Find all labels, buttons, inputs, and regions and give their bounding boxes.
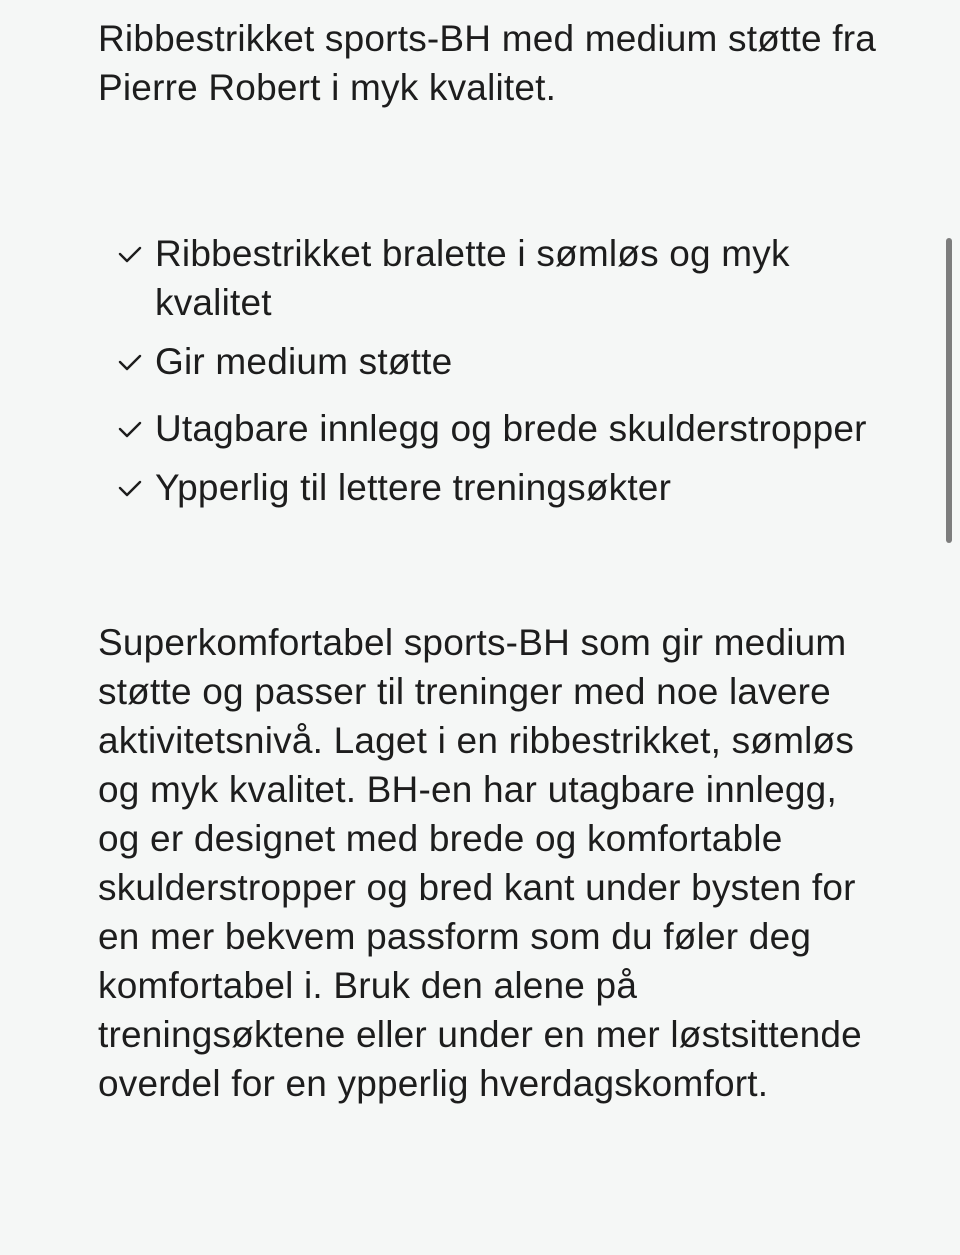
feature-label: Gir medium støtte: [155, 341, 453, 382]
feature-item: [118, 337, 878, 386]
checkmark-icon: [118, 480, 142, 498]
feature-label: Ypperlig til lettere treningsøkter: [155, 467, 672, 508]
checkmark-icon: [118, 421, 142, 439]
feature-item: [118, 463, 878, 512]
product-description: [98, 14, 878, 1108]
description-text: Superkomfortabel sports-BH som gir medium støtte og passer til treninger med noe lavere aktivitetsnivå. Laget i en ribbestrikket, sømløs og myk kvalitet. BH-en har utagbare innlegg, og er designet med brede og komfortable skulderstropper og bred kant under bysten for en mer bekvem passform som du føler deg komfortabel i. Bruk den alene på treningsøktene eller under en mer løstsittende overdel for en ypperlig hverdagskomfort.: [98, 622, 862, 1104]
feature-list: [98, 229, 878, 512]
checkmark-icon: [118, 354, 142, 372]
feature-label: Ribbestrikket bralette i sømløs og myk kvalitet: [155, 233, 790, 323]
vertical-scrollbar[interactable]: [946, 238, 952, 543]
checkmark-icon: [118, 246, 142, 264]
feature-item: [118, 404, 878, 453]
feature-label: Utagbare innlegg og brede skulderstropper: [155, 408, 867, 449]
intro-text: Ribbestrikket sports-BH med medium støtte fra Pierre Robert i myk kvalitet.: [98, 18, 876, 108]
feature-item: [118, 229, 878, 327]
